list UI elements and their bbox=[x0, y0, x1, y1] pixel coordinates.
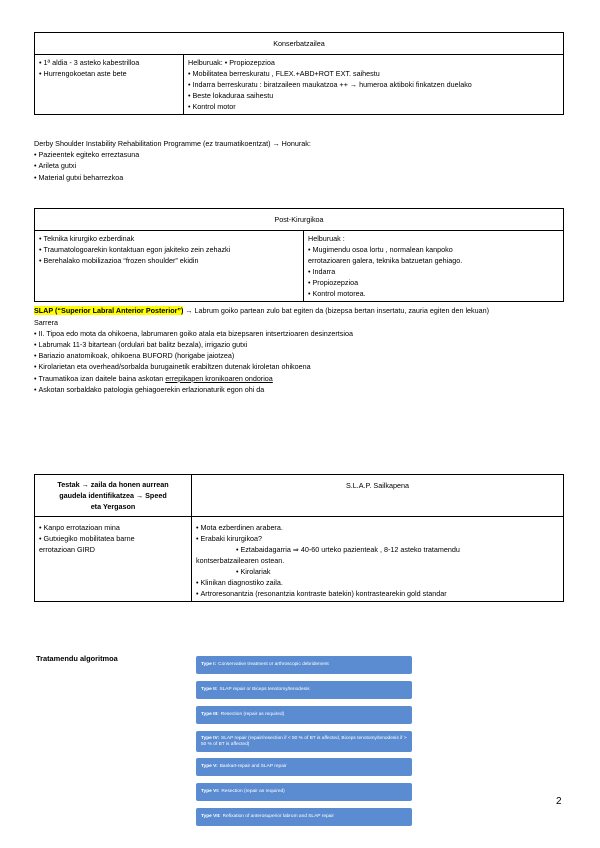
list-item: errotazioaren galera, teknika batzuetan gehiago. bbox=[308, 256, 463, 265]
list-item: • Indarra berreskuratu : biratzaileen maukatzoa ++ → humeroa aktiboki finkatzen duelako bbox=[188, 79, 559, 90]
list-item: • Propiozepzioa bbox=[308, 278, 359, 287]
derby-title: Derby Shoulder Instability Rehabilitation Programme (ez traumatikoentzat) → Honurak: bbox=[34, 139, 311, 148]
type-text: Resection (repair as required) bbox=[221, 789, 285, 794]
list-item: • Kontrol motor bbox=[188, 101, 559, 112]
type-iii-box bbox=[196, 706, 412, 724]
list-item: • Teknika kirurgiko ezberdinak bbox=[39, 233, 299, 244]
konserbatzailea-header: Konserbatzailea bbox=[35, 33, 564, 55]
list-item: • Pazieentek egiteko erreztasuna bbox=[34, 149, 311, 160]
type-iv-box bbox=[196, 731, 412, 752]
type-text: SLAP repair (repair/resection if < 50 % of BT is affected, Biceps tenotomy/tenodesis if > 50 % of BT is affected) bbox=[201, 735, 407, 747]
list-item: • Labrumak 11-3 bitartean (ordulari bat balitz bezala), irrigazio gutxi bbox=[34, 339, 564, 350]
trauma-text: Traumatikoa izan daitele baina askotan bbox=[38, 373, 166, 383]
slap-definition: → Labrum goiko partean zulo bat egiten da (bizepsa bertan insertatu, zauria egiten den lekuan) bbox=[183, 306, 490, 315]
slap-title bbox=[34, 305, 564, 317]
type-text: Refixation of anterosuperior labrum and SLAP repair bbox=[222, 814, 335, 819]
type-vi-box bbox=[196, 783, 412, 801]
type-text: Conservative treatment or arthroscopic debridement bbox=[218, 662, 329, 667]
type-vii-box bbox=[196, 808, 412, 826]
testak-header bbox=[35, 475, 192, 517]
testak-table bbox=[34, 474, 564, 602]
type-key: Type V: bbox=[201, 764, 218, 769]
postkirurgikoa-right bbox=[304, 231, 564, 302]
list-item: • II. Tipoa edo mota da ohikoena, labrumaren goiko atala eta bizepsaren intsertzioaren desinzertsioa bbox=[34, 328, 564, 339]
postkirurgikoa-header: Post-Kirurgikoa bbox=[35, 209, 564, 231]
helburuak-label: Helburuak: • Propiozepzioa bbox=[188, 58, 275, 67]
list-item: • Beste lokaduraa saihestu bbox=[188, 90, 559, 101]
konserbatzailea-right bbox=[184, 55, 564, 115]
sailkapena-right bbox=[192, 517, 564, 602]
type-v-box bbox=[196, 758, 412, 776]
type-text: Bankart-repair and SLAP repair bbox=[219, 764, 287, 769]
list-item: • Erabaki kirurgikoa? bbox=[196, 533, 559, 544]
testak-header-line: eta Yergason bbox=[90, 502, 136, 511]
testak-header-line: gaudela identifikatzea → Speed bbox=[59, 491, 167, 500]
list-item: • Material gutxi beharrezkoa bbox=[34, 172, 311, 183]
derby-section bbox=[34, 138, 311, 183]
type-text: Resection (repair as required) bbox=[220, 712, 285, 717]
konserbatzailea-left bbox=[35, 55, 184, 115]
type-i-box bbox=[196, 656, 412, 674]
slap-section bbox=[34, 305, 564, 395]
type-key: Type III: bbox=[201, 712, 219, 717]
type-key: Type I: bbox=[201, 662, 217, 667]
testak-header-line: Testak → zaila da honen aurrean bbox=[57, 480, 169, 489]
postkirurgikoa-table bbox=[34, 208, 564, 302]
list-item: • 1ª aldia - 3 asteko kabestrilloa bbox=[39, 57, 179, 68]
list-item: kontserbatzailearen ostean. bbox=[196, 556, 285, 565]
list-item: • Gutxiegiko mobilitatea barne bbox=[39, 533, 187, 544]
list-item: • Berehalako mobilizazioa “frozen shoulder” ekidin bbox=[39, 255, 299, 266]
type-key: Type IV: bbox=[201, 735, 220, 741]
list-item: • Bariazio anatomikoak, ohikoena BUFORD (horigabe jaiotzea) bbox=[34, 350, 564, 361]
list-item: • Kanpo errotazioan mina bbox=[39, 522, 187, 533]
list-item: • Klinikan diagnostiko zaila. bbox=[196, 577, 559, 588]
list-item: • Kirolarietan eta overhead/sorbalda burugainetik erabiltzen dutenak kiroletan ohikoena bbox=[34, 361, 564, 372]
konserbatzailea-table bbox=[34, 32, 564, 115]
list-item: errotazioan GIRD bbox=[39, 545, 95, 554]
list-item: • Eztabaidagarria ⇒ 40-60 urteko pazienteak , 8-12 asteko tratamendu bbox=[196, 544, 559, 555]
slap-highlight: SLAP (“Superior Labral Anterior Posterior”) bbox=[34, 306, 184, 315]
list-item: • Mobilitatea berreskuratu , FLEX.+ABD+ROT EXT. saihestu bbox=[188, 68, 559, 79]
type-ii-box bbox=[196, 681, 412, 699]
type-key: Type II: bbox=[201, 687, 218, 692]
page-number: 2 bbox=[556, 796, 562, 807]
sarrera-heading: Sarrera bbox=[34, 317, 58, 327]
type-key: Type VI: bbox=[201, 789, 220, 794]
list-item bbox=[34, 373, 564, 384]
sailkapena-header: S.L.A.P. Sailkapena bbox=[192, 475, 564, 517]
list-item: • Kontrol motorea. bbox=[308, 289, 366, 298]
list-item: • Artroresonantzia (resonantzia kontraste batekin) kontrastearekin gold standar bbox=[196, 588, 559, 599]
trauma-underlined: errepikapen kronikoaren ondorioa bbox=[165, 373, 273, 383]
postkirurgikoa-left bbox=[35, 231, 304, 302]
helburuak-label: Helburuak : bbox=[308, 234, 345, 243]
list-item: • Mugimendu osoa lortu , normalean kanpoko bbox=[308, 245, 453, 254]
testak-left bbox=[35, 517, 192, 602]
list-item: • Mota ezberdinen arabera. bbox=[196, 522, 559, 533]
list-item: • Hurrengokoetan aste bete bbox=[39, 68, 179, 79]
type-key: Type VII: bbox=[201, 814, 221, 819]
list-item: • Kirolariak bbox=[196, 566, 559, 577]
list-item: • Arileta gutxi bbox=[34, 160, 311, 171]
list-item: • Askotan sorbaldako patologia gehiagoerekin erlazionaturik egon ohi da bbox=[34, 384, 564, 395]
list-item: • Indarra bbox=[308, 267, 336, 276]
algoritmoa-title: Tratamendu algoritmoa bbox=[36, 654, 118, 663]
list-item: • Traumatologoarekin kontaktuan egon jakiteko zein zehazki bbox=[39, 244, 299, 255]
type-text: SLAP repair or Biceps tenotomy/tenodesis bbox=[219, 687, 310, 692]
